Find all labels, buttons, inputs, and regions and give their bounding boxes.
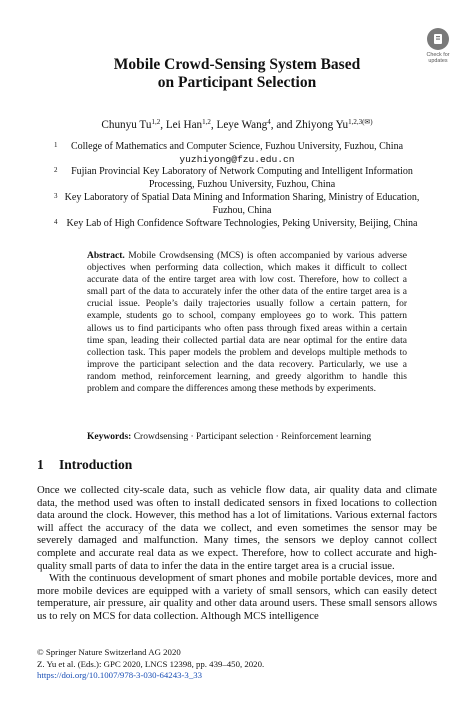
abstract-label: Abstract.	[87, 251, 125, 261]
author-affiliation-marks: 1,2,3(✉)	[348, 118, 373, 126]
paragraph: Once we collected city-scale data, such as vehicle flow data, air quality data and climate data, the method used was often to install dedicated sensors in fixed locations to collection data around the clock. However, this method has a lot of limitations. Various external factors will affect the accuracy of the data we collect, and even sometimes the sensor may be severely damaged and malfunction. Many times, the sensors we deploy cannot collect complete and accurate real data as we expect. Therefore, how to collect accurate and high-quality small parts of data to infer the data in the entire target area is a crucial issue.	[37, 484, 437, 572]
section-number: 1	[37, 457, 44, 472]
title-line-2: on Participant Selection	[157, 74, 317, 91]
paper-title	[0, 56, 474, 92]
affiliation-text: Key Laboratory of Spatial Data Mining and Information Sharing, Ministry of Education,	[64, 192, 420, 203]
author-affiliation-marks: 4	[267, 118, 271, 126]
keywords-text: Crowdsensing · Participant selection · Reinforcement learning	[133, 432, 372, 442]
section-heading	[37, 457, 132, 473]
doi-link[interactable]: https://doi.org/10.1007/978-3-030-64243-3_33	[37, 670, 203, 681]
author-separator: ,	[160, 119, 166, 131]
author-affiliation-marks: 1,2	[151, 118, 161, 126]
body-text	[37, 484, 437, 623]
affiliation-number: 1	[54, 141, 58, 149]
update-icon	[427, 28, 449, 50]
affiliation-text: Fujian Provincial Key Laboratory of Network Computing and Intelligent Information	[71, 166, 413, 177]
keywords	[87, 432, 407, 442]
author-affiliation-marks: 1,2	[202, 118, 211, 126]
author-name: Leye Wang	[216, 119, 268, 131]
author-name: Chunyu Tu	[101, 119, 152, 131]
abstract	[87, 250, 407, 395]
affiliation-2	[54, 166, 422, 191]
affiliation-text: Key Lab of High Confidence Software Technologies, Peking University, Beijing, China	[66, 218, 418, 229]
author-name: Lei Han	[165, 119, 203, 131]
author-separator: , and	[270, 119, 296, 131]
footer	[37, 647, 437, 682]
affiliation-number: 2	[54, 166, 58, 174]
title-line-1: Mobile Crowd-Sensing System Based	[113, 56, 361, 73]
affiliation-text: Fuzhou, China	[212, 204, 272, 216]
affiliation-number: 4	[54, 218, 58, 226]
affiliation-number: 3	[54, 192, 58, 200]
abstract-text: Mobile Crowdsensing (MCS) is often accompanied by various adverse objectives when performing data collection, which makes it difficult to collect accurate data of the entire target area with low cost. Therefore, how to collect a small part of the data to accurately infer the other data of the entire target area is a crucial issue. People’s daily trajectories usually follow a certain pattern, for example, students go to school, company employees go to work. This pattern allows us to find participants who often pass through fixed areas within a certain time span, leading their collected partial data are near optimal for the entire data collection task. This paper models the problem and develops multiple methods to improve the participant selection and the data recovery. Particularly, we use a random method, reinforcement learning, and greedy algorithm to handle this problem and compare the differences among these methods by experiments.	[87, 251, 407, 395]
badge-label-2: updates	[428, 58, 448, 64]
affiliation-4	[54, 218, 422, 231]
section-title: Introduction	[59, 457, 133, 472]
paragraph: With the continuous development of smart phones and mobile portable devices, more and more mobile devices are equipped with a variety of small sensors, which can easily detect temperature, air pressure, air quality and other data around users. These small sensors allows us to rely on MCS for data collection. Although MCS intelligence	[37, 572, 437, 622]
affiliation-text: College of Mathematics and Computer Science, Fuzhou University, Fuzhou, China	[70, 141, 404, 152]
badge-label-1: Check for	[426, 52, 450, 58]
author-separator: ,	[210, 119, 217, 131]
keywords-label: Keywords:	[87, 432, 132, 442]
author-email[interactable]: yuzhiyong@fzu.edu.cn	[179, 153, 295, 165]
citation: Z. Yu et al. (Eds.): GPC 2020, LNCS 12398, pp. 439–450, 2020.	[37, 658, 265, 669]
author-name: Zhiyong Yu	[295, 119, 349, 131]
affiliation-3	[54, 192, 422, 217]
copyright: © Springer Nature Switzerland AG 2020	[37, 647, 181, 657]
affiliation-1	[54, 141, 412, 166]
affiliation-text: Processing, Fuzhou University, Fuzhou, China	[148, 178, 336, 190]
author-list	[0, 118, 474, 131]
